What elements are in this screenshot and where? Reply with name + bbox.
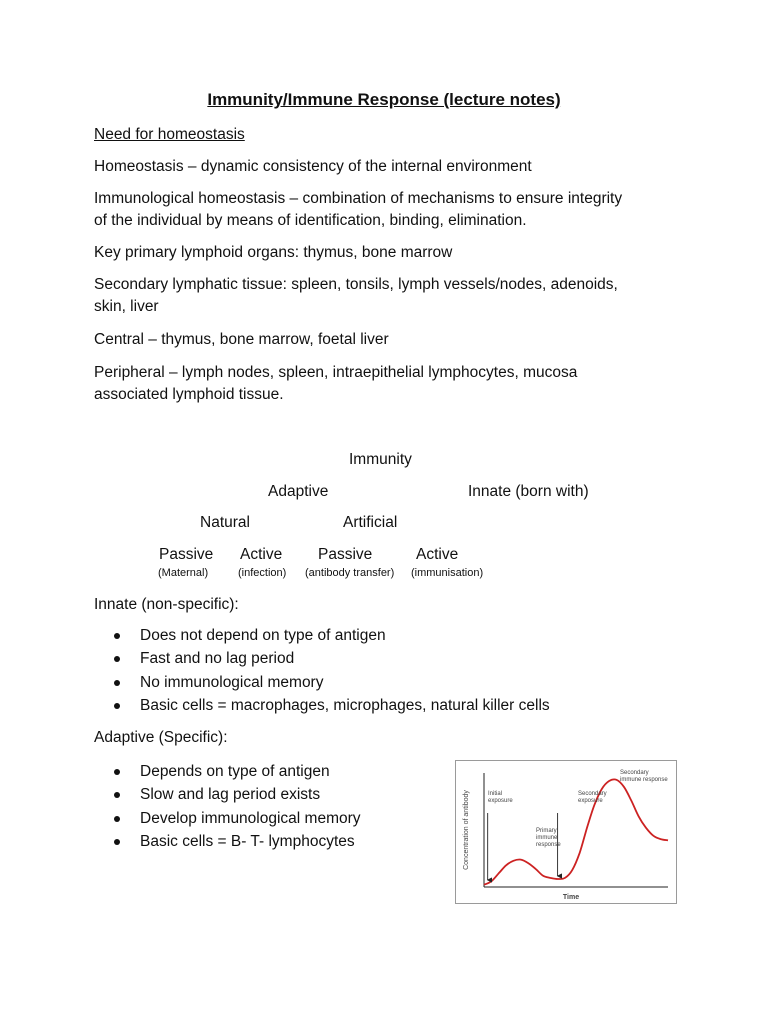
peripheral-line-1: Peripheral – lymph nodes, spleen, intraepithelial lymphocytes, mucosa <box>94 364 578 381</box>
tree-leaf-note: (immunisation) <box>411 567 484 579</box>
tree-leaf-label: Passive <box>159 546 214 563</box>
chart-annotation: Primary immune response <box>536 828 561 848</box>
tree-innate: Innate (born with) <box>468 483 589 500</box>
list-item-text: Does not depend on type of antigen <box>140 627 386 644</box>
secondary-lymphatic-line-2: skin, liver <box>94 298 159 315</box>
list-item-text: Develop immunological memory <box>140 809 361 827</box>
list-item <box>94 647 550 670</box>
bullet-icon <box>114 633 120 639</box>
homeostasis-definition: Homeostasis – dynamic consistency of the internal environment <box>94 158 532 175</box>
chart-canvas <box>456 761 676 903</box>
bullet-icon <box>114 656 120 662</box>
list-item-text: No immunological memory <box>140 673 324 691</box>
tree-adaptive: Adaptive <box>268 483 329 500</box>
peripheral-line-2: associated lymphoid tissue. <box>94 386 284 403</box>
tree-natural: Natural <box>200 514 250 531</box>
list-item-text: Slow and lag period exists <box>140 786 321 804</box>
bullet-icon <box>114 703 120 709</box>
tree-leaf-note: (Maternal) <box>158 567 209 579</box>
bullet-icon <box>114 839 120 845</box>
list-item-text: Basic cells = macrophages, microphages, natural killer cells <box>140 696 550 714</box>
list-item <box>94 624 550 647</box>
bullet-icon <box>114 792 120 798</box>
list-item <box>94 783 361 806</box>
tree-leaf-label: Active <box>416 546 459 563</box>
list-item <box>94 830 361 853</box>
list-item <box>94 671 550 694</box>
antibody-curve <box>484 779 668 884</box>
tree-leaf-label: Passive <box>318 546 373 563</box>
list-item <box>94 760 361 783</box>
tree-leaf-label: Active <box>240 546 283 563</box>
list-item <box>94 807 361 830</box>
immunological-homeostasis-line-2: of the individual by means of identification, binding, elimination. <box>94 212 527 229</box>
section-heading: Need for homeostasis <box>94 126 245 143</box>
tree-leaf-note: (antibody transfer) <box>305 567 395 579</box>
chart-annotation: Secondary exposure <box>578 791 607 804</box>
antibody-response-chart <box>455 760 677 904</box>
list-item-text: Basic cells = B- T- lymphocytes <box>140 832 355 850</box>
adaptive-list <box>94 760 361 853</box>
primary-lymphoid-organs: Key primary lymphoid organs: thymus, bone marrow <box>94 244 453 261</box>
tree-artificial: Artificial <box>343 514 398 531</box>
y-axis-label: Concentration of antibody <box>463 790 470 870</box>
tree-root-immunity: Immunity <box>349 451 412 468</box>
page-title: Immunity/Immune Response (lecture notes) <box>207 90 561 109</box>
immunological-homeostasis-line-1: Immunological homeostasis – combination of mechanisms to ensure integrity <box>94 190 623 207</box>
secondary-lymphatic-line-1: Secondary lymphatic tissue: spleen, tonsils, lymph vessels/nodes, adenoids, <box>94 276 618 293</box>
central-organs: Central – thymus, bone marrow, foetal liver <box>94 331 389 348</box>
x-axis-label: Time <box>562 894 580 901</box>
chart-annotation: Initial exposure <box>488 791 513 804</box>
adaptive-heading: Adaptive (Specific): <box>94 729 228 746</box>
innate-heading: Innate (non-specific): <box>94 596 239 613</box>
bullet-icon <box>114 680 120 686</box>
list-item-text: Fast and no lag period <box>140 650 295 668</box>
list-item <box>94 694 550 717</box>
innate-list <box>94 624 550 717</box>
bullet-icon <box>114 769 120 775</box>
tree-leaf-note: (infection) <box>238 567 287 579</box>
bullet-icon <box>114 816 120 822</box>
chart-annotation: Secondary immune response <box>620 770 668 783</box>
list-item-text: Depends on type of antigen <box>140 763 330 780</box>
